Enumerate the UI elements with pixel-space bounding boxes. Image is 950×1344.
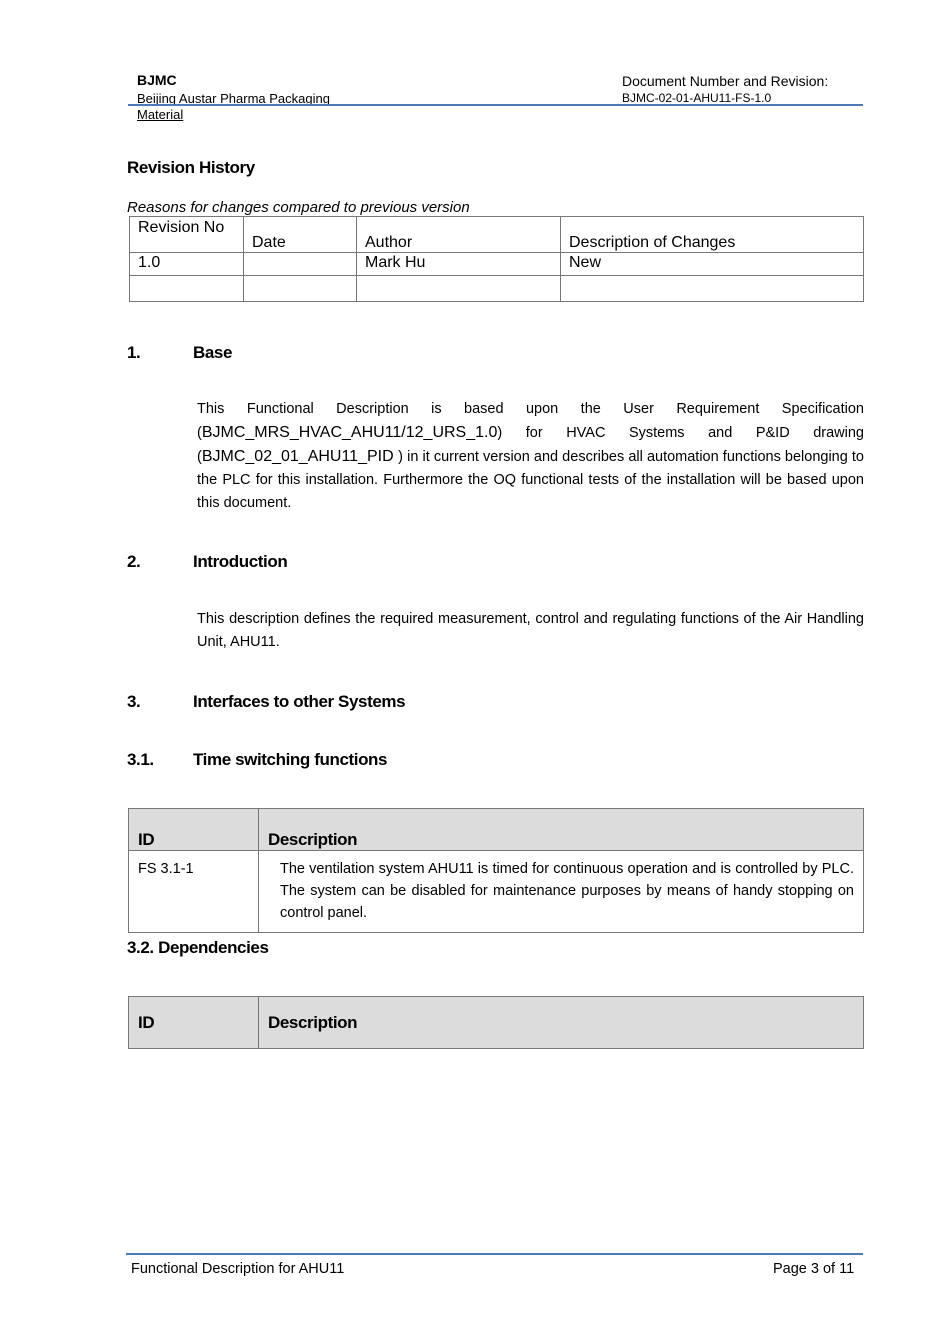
table-header-row bbox=[130, 217, 864, 253]
company-full-name: Beijing Austar Pharma Packaging Material bbox=[137, 91, 330, 122]
table-row bbox=[130, 276, 864, 302]
table-cell bbox=[244, 276, 357, 302]
revision-history-title: Revision History bbox=[127, 158, 255, 177]
section-2-paragraph: This description defines the required measurement, control and regulating functions of the Air Handling Unit, AHU11. bbox=[197, 611, 864, 650]
dependencies-table bbox=[128, 996, 864, 1049]
revision-history-caption: Reasons for changes compared to previous version bbox=[127, 199, 470, 216]
column-header-description: Description bbox=[259, 997, 864, 1049]
column-header: Author bbox=[357, 217, 561, 253]
table-cell bbox=[130, 276, 244, 302]
table-cell: Mark Hu bbox=[357, 253, 561, 276]
section-3-1-number: 3.1. bbox=[127, 750, 154, 769]
column-header-description: Description bbox=[259, 809, 864, 851]
section-2-number: 2. bbox=[127, 552, 141, 571]
section-1-number: 1. bbox=[127, 343, 141, 362]
company-name: BJMC bbox=[137, 72, 177, 88]
footer-divider bbox=[126, 1253, 863, 1255]
table-cell: New bbox=[561, 253, 864, 276]
table-header-row bbox=[129, 809, 864, 851]
requirement-description: The ventilation system AHU11 is timed for continuous operation and is controlled by PLC. The system can be disabled for maintenance purposes by means of handy stopping on control panel. bbox=[259, 851, 864, 933]
document-number: BJMC-02-01-AHU11-FS-1.0 bbox=[622, 91, 772, 105]
table-cell bbox=[357, 276, 561, 302]
time-switching-table bbox=[128, 808, 864, 933]
column-header-id: ID bbox=[129, 997, 259, 1049]
table-cell bbox=[244, 253, 357, 276]
header-divider bbox=[128, 104, 863, 106]
table-row bbox=[130, 253, 864, 276]
section-3-2-title: 3.2. Dependencies bbox=[127, 938, 269, 957]
document-number-label: Document Number and Revision: bbox=[622, 73, 829, 89]
section-3-1-title: Time switching functions bbox=[193, 750, 388, 769]
column-header: Description of Changes bbox=[561, 217, 864, 253]
table-row bbox=[129, 851, 864, 933]
table-cell: 1.0 bbox=[130, 253, 244, 276]
page-number: Page 3 of 11 bbox=[773, 1261, 855, 1277]
footer-document-title: Functional Description for AHU11 bbox=[131, 1261, 345, 1277]
column-header-id: ID bbox=[129, 809, 259, 851]
section-2-title: Introduction bbox=[193, 552, 288, 571]
requirement-id: FS 3.1-1 bbox=[129, 851, 259, 933]
table-cell bbox=[561, 276, 864, 302]
column-header: Revision No bbox=[130, 217, 244, 253]
section-3-number: 3. bbox=[127, 692, 141, 711]
section-3-title: Interfaces to other Systems bbox=[193, 692, 406, 711]
column-header: Date bbox=[244, 217, 357, 253]
revision-history-table bbox=[129, 216, 864, 302]
table-header-row bbox=[129, 997, 864, 1049]
section-1-paragraph: This Functional Description is based upon the User Requirement Specification (BJMC_MRS_HVAC_AHU11/12_URS_1.0) for HVAC Systems and P&ID drawing (BJMC_02_01_AHU11_PID ) in it current version and describes all automation functions belonging to the PLC for this installation. Furthermore the OQ functional tests of the installation will be based upon this document. bbox=[197, 401, 865, 511]
section-1-title: Base bbox=[193, 343, 233, 362]
